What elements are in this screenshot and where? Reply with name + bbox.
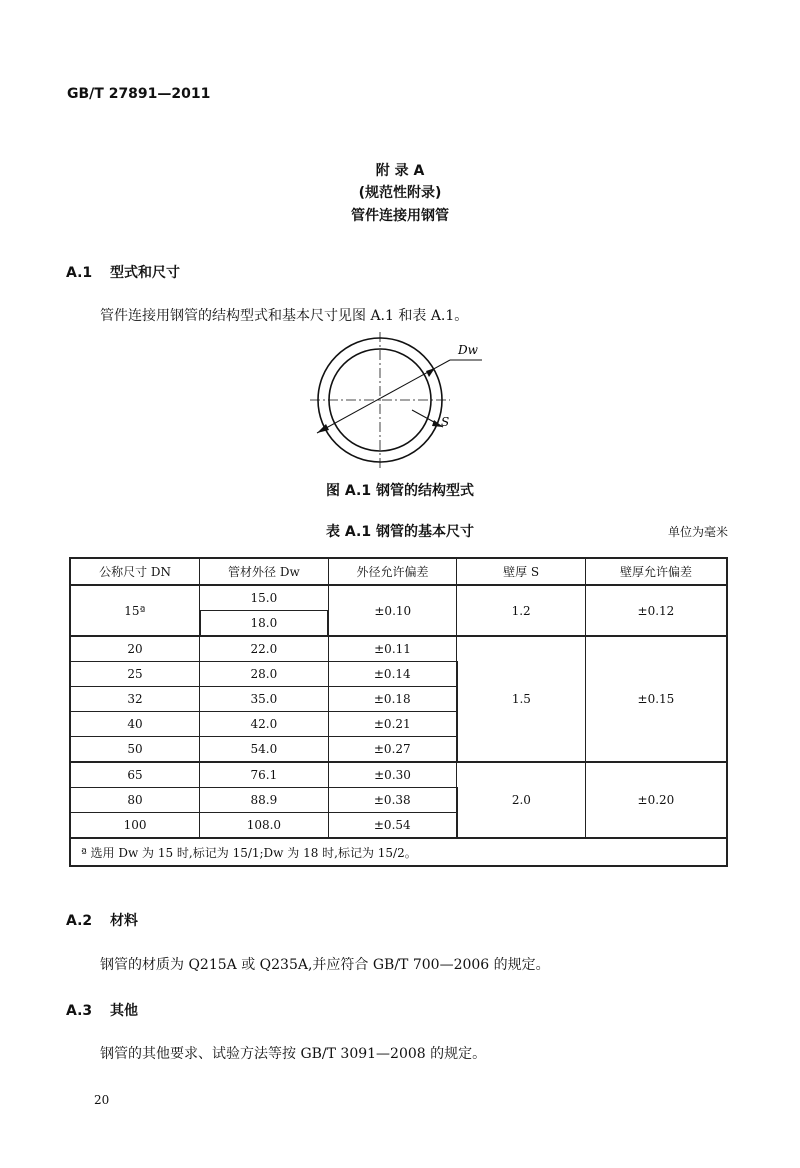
cell-dn: 40 <box>70 712 200 737</box>
section-heading-a1 <box>66 262 180 282</box>
header-wall-tolerance: 壁厚允许偏差 <box>585 558 727 585</box>
cell-od: 22.0 <box>200 636 329 662</box>
section-number: A.1 <box>66 265 93 281</box>
table-row <box>70 585 727 611</box>
cell-od-tol: ±0.27 <box>328 737 457 763</box>
figure-caption: 图 A.1 钢管的结构型式 <box>326 483 474 499</box>
cell-wall: 1.5 <box>457 636 586 762</box>
section-title: 其他 <box>110 1003 138 1019</box>
cell-dn: 50 <box>70 737 200 763</box>
table-footnote: ª 选用 Dw 为 15 时,标记为 15/1;Dw 为 18 时,标记为 15/2。 <box>70 838 727 866</box>
table-header-row <box>70 558 727 585</box>
cell-dn: 20 <box>70 636 200 662</box>
header-dn: 公称尺寸 DN <box>70 558 200 585</box>
cell-od: 15.0 <box>200 585 329 611</box>
section-text-a3: 钢管的其他要求、试验方法等按 GB/T 3091—2008 的规定。 <box>100 1046 487 1062</box>
appendix-name: 管件连接用钢管 <box>351 208 449 224</box>
section-heading-a3 <box>66 1000 138 1020</box>
table-caption: 表 A.1 钢管的基本尺寸 <box>326 524 474 540</box>
standard-number: GB/T 27891—2011 <box>67 86 211 102</box>
cell-dn: 25 <box>70 662 200 687</box>
appendix-title: 附 录 A <box>375 163 425 179</box>
cell-od-tol: ±0.38 <box>328 788 457 813</box>
cell-od: 54.0 <box>200 737 329 763</box>
cell-wall: 2.0 <box>457 762 586 838</box>
cell-od-tol: ±0.30 <box>328 762 457 788</box>
table-row <box>70 762 727 788</box>
section-number: A.2 <box>66 913 93 929</box>
table-row <box>70 636 727 662</box>
cell-dn: 15ª <box>70 585 200 636</box>
dw-label: Dw <box>458 343 478 357</box>
cell-dn: 32 <box>70 687 200 712</box>
section-number: A.3 <box>66 1003 93 1019</box>
table-footnote-row <box>70 838 727 866</box>
dimensions-table <box>69 557 728 867</box>
section-title: 材料 <box>110 913 138 929</box>
cell-od-tol: ±0.10 <box>328 585 457 636</box>
steel-pipe-figure <box>300 330 500 470</box>
cell-od: 76.1 <box>200 762 329 788</box>
cell-od: 35.0 <box>200 687 329 712</box>
cell-od-tol: ±0.14 <box>328 662 457 687</box>
diameter-arrow-right <box>426 368 435 377</box>
section-text-a2: 钢管的材质为 Q215A 或 Q235A,并应符合 GB/T 700—2006 的规定。 <box>100 957 550 973</box>
section-heading-a2 <box>66 910 138 930</box>
cell-od: 88.9 <box>200 788 329 813</box>
section-text-a1: 管件连接用钢管的结构型式和基本尺寸见图 A.1 和表 A.1。 <box>100 308 469 324</box>
cell-wall: 1.2 <box>457 585 586 636</box>
header-od-tolerance: 外径允许偏差 <box>328 558 457 585</box>
cell-dn: 65 <box>70 762 200 788</box>
cell-od-tol: ±0.18 <box>328 687 457 712</box>
cell-wall-tol: ±0.15 <box>585 636 727 762</box>
appendix-type: (规范性附录) <box>358 185 442 201</box>
cell-od-tol: ±0.11 <box>328 636 457 662</box>
cell-wall-tol: ±0.20 <box>585 762 727 838</box>
page-number: 20 <box>94 1093 110 1107</box>
table-unit: 单位为毫米 <box>667 525 728 539</box>
section-title: 型式和尺寸 <box>110 265 180 281</box>
cell-od-tol: ±0.21 <box>328 712 457 737</box>
header-outer-diameter: 管材外径 Dw <box>200 558 329 585</box>
cell-wall-tol: ±0.12 <box>585 585 727 636</box>
header-wall: 壁厚 S <box>457 558 586 585</box>
cell-od: 18.0 <box>200 611 329 637</box>
cell-dn: 100 <box>70 813 200 839</box>
cell-od-tol: ±0.54 <box>328 813 457 839</box>
cell-od: 42.0 <box>200 712 329 737</box>
cell-od: 28.0 <box>200 662 329 687</box>
cell-od: 108.0 <box>200 813 329 839</box>
cell-dn: 80 <box>70 788 200 813</box>
s-label: S <box>441 415 450 429</box>
